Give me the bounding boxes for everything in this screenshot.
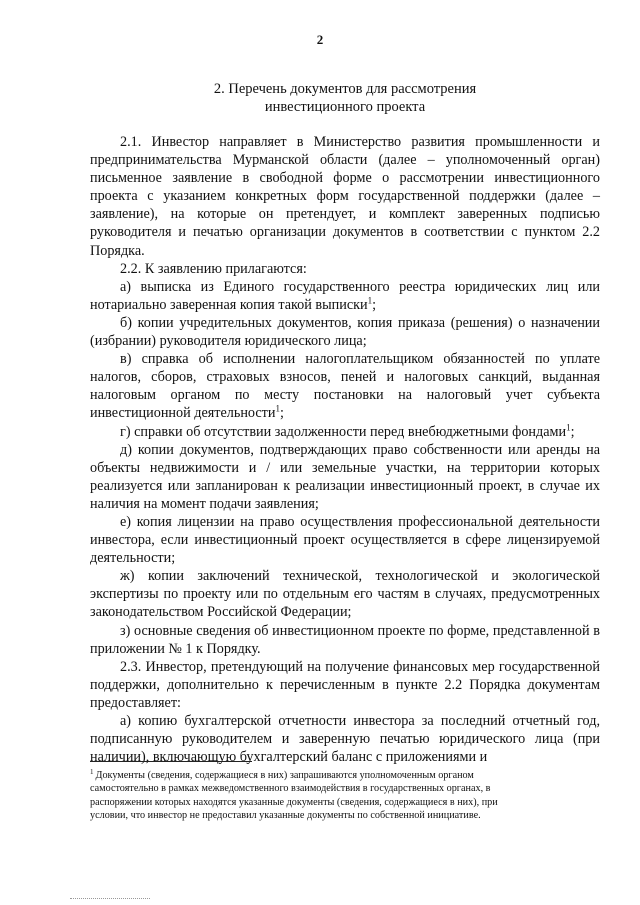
paragraph-text: а) выписка из Единого государственного реестра юридических лиц или нотариально заверенная копия такой выписки xyxy=(90,278,600,313)
paragraph-text: д) копии документов, подтверждающих право собственности или аренды на объекты недвижимости и / или земельные участки, на территории которых реализуется или запланирован к реализации инвестиционный проект, в случае их наличия на момент подачи заявления; xyxy=(90,441,600,512)
paragraph-text: б) копии учредительных документов, копия приказа (решения) о назначении (избрании) руководителя юридического лица; xyxy=(90,314,600,350)
paragraph-text: 2.1. Инвестор направляет в Министерство развития промышленности и предпринимательства Мурманской области (далее – уполномоченный орган) письменное заявление в свободной форме о рассмотрении инвестиционного проекта с указанием конкретных форм государственной поддержки (далее – заявление), на которые он претендует, и комплект заверенных подписью руководителя и печатью организации документов в соответствии с пунктом 2.2 Порядка. xyxy=(90,134,600,259)
footnote-line-1 xyxy=(90,769,600,782)
section-title xyxy=(90,80,600,116)
footnote-line-3: распоряжении которых находятся указанные документы (сведения, содержащиеся в них), при xyxy=(90,796,498,808)
paragraph-text: 2.2. К заявлению прилагаются: xyxy=(120,260,307,277)
footnote-reference: 1 xyxy=(566,421,571,432)
list-item-b xyxy=(90,314,600,350)
paragraph-2-1 xyxy=(90,133,600,260)
paragraph-tail: ; xyxy=(570,423,575,440)
paragraph-text: ж) копии заключений технической, технологической и экологической экспертизы по проекту или по отдельным его частям в случаях, предусмотренных законодательством Российской Федерации; xyxy=(90,568,600,621)
paragraph-tail: ; xyxy=(279,405,284,422)
section-title-line-2: инвестиционного проекта xyxy=(264,99,426,115)
footnote-divider xyxy=(90,761,252,762)
list-item-d xyxy=(90,441,600,513)
list-item-z xyxy=(90,622,600,658)
scan-edge-mark xyxy=(70,898,150,899)
footnote-line-2: самостоятельно в рамках межведомственного взаимодействия в государственных органах, в xyxy=(90,783,491,795)
paragraph-tail: ; xyxy=(372,296,377,313)
paragraph-text: 2.3. Инвестор, претендующий на получение финансовых мер государственной поддержки, дополнительно к перечисленным в пункте 2.2 Порядка документам предоставляет: xyxy=(90,658,600,711)
footnote-text: Документы (сведения, содержащиеся в них) запрашиваются уполномоченным органом xyxy=(95,770,474,781)
footnote-reference: 1 xyxy=(275,403,280,414)
list-item-a xyxy=(90,278,600,314)
paragraph-text: в) справка об исполнении налогоплательщиком обязанностей по уплате налогов, сборов, страховых взносов, пеней и налоговых санкций, выданная налоговым органом по месту постановки на налоговый учет субъекта инвестиционной деятельности xyxy=(90,351,600,422)
list-item-a-2-3 xyxy=(90,712,600,766)
list-item-e xyxy=(90,513,600,567)
list-item-zh xyxy=(90,567,600,621)
list-item-v xyxy=(90,350,600,422)
paragraph-text: г) справки об отсутствии задолженности перед внебюджетными фондами xyxy=(120,423,567,440)
paragraph-2-3 xyxy=(90,658,600,712)
footnote-reference: 1 xyxy=(367,295,373,306)
paragraph-text: е) копия лицензии на право осуществления профессиональной деятельности инвестора, если инвестиционный проект осуществляется в сфере лицензируемой деятельности; xyxy=(90,513,600,567)
page-number: 2 xyxy=(316,32,324,47)
section-title-line-1: 2. Перечень документов для рассмотрения xyxy=(213,81,477,97)
paragraph-text: а) копию бухгалтерской отчетности инвестора за последний отчетный год, подписанную руководителем и заверенную печатью юридического лица (при наличии), включающую бухгалтерский баланс с приложениями и xyxy=(90,713,600,766)
footnote-mark: 1 xyxy=(90,767,94,776)
list-item-g xyxy=(90,423,600,441)
paragraph-text: з) основные сведения об инвестиционном проекте по форме, представленной в приложении № 1 к Порядку. xyxy=(90,622,600,657)
document-body xyxy=(90,133,600,766)
footnote xyxy=(90,769,600,823)
footnote-line-4: условии, что инвестор не предоставил указанные документы по собственной инициативе. xyxy=(90,810,481,822)
paragraph-2-2 xyxy=(90,260,600,278)
